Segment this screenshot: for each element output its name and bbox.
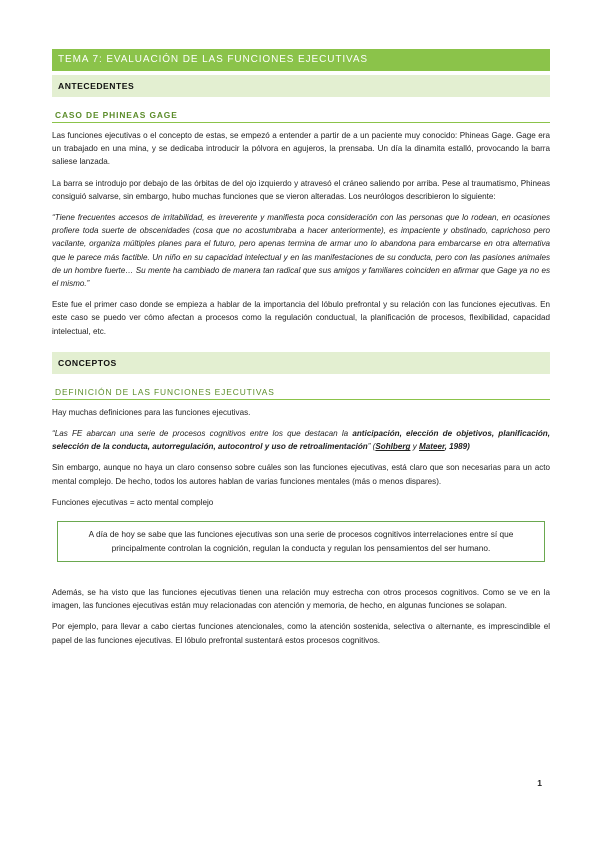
quote-paragraph: “Tiene frecuentes accesos de irritabilidad, es irreverente y manifiesta poca consideración con las personas que lo rodean, en ocasiones profiere toda suerte de obscenidades (cosa que no acostumbraba a hacer anteriormente), es impaciente y obstinado, caprichoso pero vacilante, organiza múltiples planes para el futuro, pero apenas termina de armar uno lo abandona para embarcarse en otra alternativa que le parece más factible. Un niño en su capacidad intelectual y en las manifestaciones de su conducta, pero con las pasiones animales de un hombre fuerte… Su mente ha cambiado de manera tan radical que sus amigos y familiares coinciden en afirmar que Gage ya no es el mismo.” bbox=[52, 213, 550, 289]
citation-text: y bbox=[410, 442, 419, 452]
definition-quote bbox=[52, 427, 550, 453]
citation-link[interactable]: Sohlberg bbox=[375, 442, 411, 452]
citation-year: , 1989) bbox=[444, 442, 470, 452]
paragraph: Este fue el primer caso donde se empieza a hablar de la importancia del lóbulo prefrontal y su relación con las funciones ejecutivas. En este caso se puedo ver cómo afectan a procesos como la regulación conductual, la planificación de procesos, flexibilidad, capacidad intelectual, etc. bbox=[52, 300, 550, 336]
subheading-phineas-gage: CASO DE PHINEAS GAGE bbox=[52, 110, 550, 123]
section-heading-conceptos: CONCEPTOS bbox=[52, 352, 550, 374]
paragraph: Las funciones ejecutivas o el concepto de estas, se empezó a entender a partir de a un paciente muy conocido: Phineas Gage. Gage era un trabajado en una mina, y se dedicaba introducir la pólvora en agujeros, la prensaba. Un día la dinamita estalló, provocando la barra saliese lanzada. bbox=[52, 131, 550, 167]
quote-bold-text: anticipación, elección de objetivos, planificación, selección de la conducta, autorregulación, autocontrol y uso de retroalimentación bbox=[52, 429, 550, 452]
document-page bbox=[52, 49, 550, 655]
paragraph: Además, se ha visto que las funciones ejecutivas tienen una relación muy estrecha con otros procesos cognitivos. Como se ve en la imagen, las funciones ejecutivas están muy relacionadas con atención y memoria, de hecho, en algunas funciones se solapan. bbox=[52, 588, 550, 611]
document-title: TEMA 7: EVALUACIÓN DE LAS FUNCIONES EJECUTIVAS bbox=[52, 49, 550, 71]
paragraph: Hay muchas definiciones para las funciones ejecutivas. bbox=[52, 407, 251, 417]
section-heading-antecedentes: ANTECEDENTES bbox=[52, 75, 550, 97]
paragraph: La barra se introdujo por debajo de las órbitas de del ojo izquierdo y atravesó el cráneo saliendo por arriba. Pese al traumatismo, Phineas consiguió salvarse, sin embargo, hubo muchas funciones que se vieron alteradas. Los neurólogos describieron lo siguiente: bbox=[52, 178, 550, 201]
quote-text: ” ( bbox=[367, 442, 376, 452]
citation-link[interactable]: Mateer bbox=[419, 442, 445, 452]
paragraph: Por ejemplo, para llevar a cabo ciertas funciones atencionales, como la atención sostenida, selectiva o alternante, es imprescindible el papel de las funciones ejecutivas. El lóbulo prefrontal sustentará estos procesos cognitivos. bbox=[52, 622, 550, 645]
subheading-definicion: DEFINICIÓN DE LAS FUNCIONES EJECUTIVAS bbox=[52, 387, 550, 400]
highlight-box: A día de hoy se sabe que las funciones ejecutivas son una serie de procesos cognitivos interrelaciones entre sí que principalmente controlan la cognición, regulan la conducta y regulan los pensamientos del ser humano. bbox=[57, 521, 545, 562]
paragraph: Sin embargo, aunque no haya un claro consenso sobre cuáles son las funciones ejecutivas, está claro que son necesarias para un acto mental complejo. De hecho, todos los autores hablan de varias funciones mentales (más o menos dispares). bbox=[52, 463, 550, 486]
equation-line: Funciones ejecutivas = acto mental complejo bbox=[52, 497, 214, 507]
page-number: 1 bbox=[537, 778, 542, 788]
quote-text: “Las FE abarcan una serie de procesos cognitivos entre los que destacan la bbox=[52, 429, 353, 439]
